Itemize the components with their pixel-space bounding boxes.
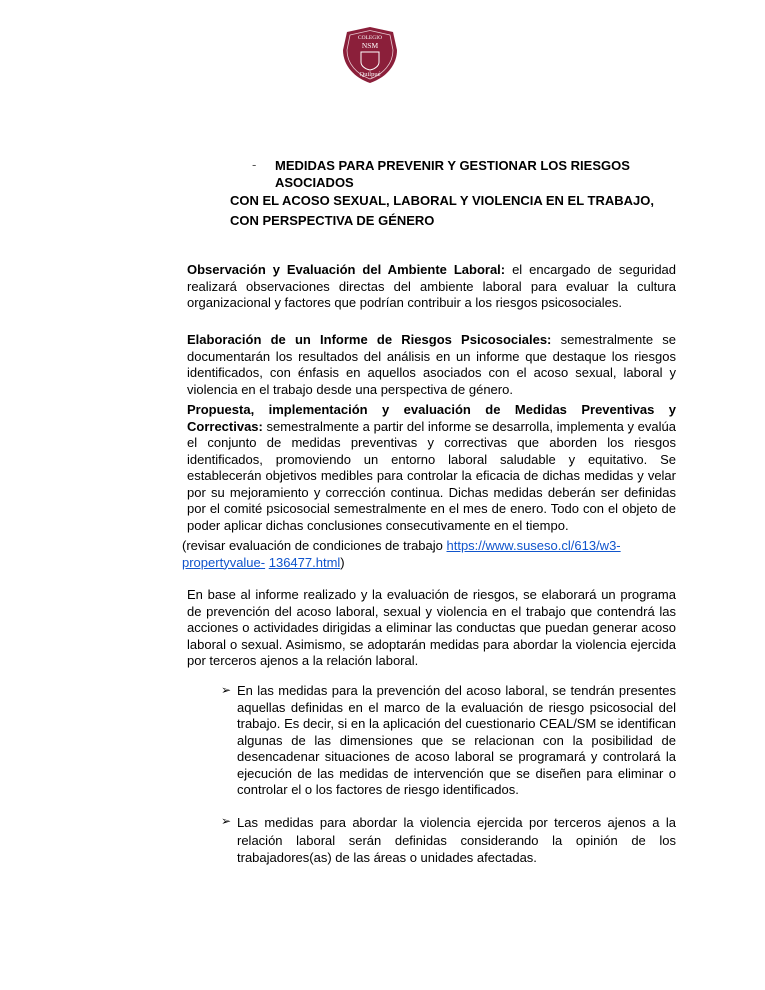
paragraph-body: el encargado de seguridad realizará observaciones directas del ambiente laboral para evaluar la cultura organizacional y factores que podrían contribuir a los riesgos psicosociales. <box>187 262 677 310</box>
paragraph-observation <box>187 262 676 312</box>
reference-link-continuation[interactable]: 136477.html <box>268 554 341 570</box>
reference-suffix: ) <box>340 554 345 570</box>
reference-prefix: (revisar evaluación de condiciones de trabajo <box>182 538 447 553</box>
svg-text:Quilpué: Quilpué <box>359 71 381 78</box>
bullet-item-prevention: En las medidas para la prevención del acoso laboral, se tendrán presentes aquellas definidas en el marco de la evaluación de riesgo psicosocial del trabajo. Es decir, si en la aplicación del cuestionario CEAL/SM se identifican algunas de las dimensiones que se relacionan con la posibilidad de desencadenar situaciones de acoso laboral se programará y controlará la ejecución de las medidas de intervención que se diseñen para eliminar o controlar el o los factores de riesgo identificados. <box>237 683 676 797</box>
bullet-item-third-party-violence: Las medidas para abordar la violencia ejercida por terceros ajenos a la relación laboral serán definidas considerando la opinión de los trabajadores(as) de las áreas o unidades afectadas. <box>237 815 676 865</box>
paragraph-summary: En base al informe realizado y la evaluación de riesgos, se elaborará un programa de prevención del acoso laboral, sexual y violencia en el trabajo que contendrá las acciones o actividades dirigidas a eliminar las conductas que puedan generar acoso laboral o sexual. Asimismo, se adoptarán medidas para abordar la violencia ejercida por terceros ajenos a la relación laboral. <box>187 587 676 668</box>
paragraph-bold-lead: Observación y Evaluación del Ambiente Laboral: <box>187 262 506 277</box>
shield-crest-icon <box>341 26 399 84</box>
heading-dash: - <box>252 157 257 172</box>
paragraph-body: semestralmente se documentarán los resultados del análisis en un informe que destaque los riesgos identificados, con énfasis en aquellos asociados con el acoso sexual, laboral y violencia en el trabajo desde una perspectiva de género. <box>187 332 676 397</box>
paragraph-measures <box>187 402 676 534</box>
paragraph-bold-lead: Propuesta, implementación y evaluación de Medidas Preventivas y Correctivas: <box>187 402 676 434</box>
paragraph-bold-lead: Elaboración de un Informe de Riesgos Psicosociales: <box>187 332 552 347</box>
svg-text:COLEGIO: COLEGIO <box>357 35 383 41</box>
paragraph-report <box>187 332 676 398</box>
heading-line-1: MEDIDAS PARA PREVENIR Y GESTIONAR LOS RIESGOS ASOCIADOS <box>275 158 630 190</box>
school-logo <box>341 26 399 84</box>
heading-line-3: CON PERSPECTIVA DE GÉNERO <box>230 213 435 228</box>
heading-line-2: CON EL ACOSO SEXUAL, LABORAL Y VIOLENCIA EN EL TRABAJO, <box>230 193 654 208</box>
reference-link[interactable]: https://www.suseso.cl/613/w3-propertyvalue- <box>182 538 621 570</box>
svg-text:NSM: NSM <box>361 41 379 50</box>
paragraph-body: semestralmente a partir del informe se desarrolla, implementa y evalúa el conjunto de medidas preventivas y correctivas que aborden los riesgos identificados, promoviendo un entorno laboral saludable y equitativo. Se establecerán objetivos medibles para controlar la eficacia de dichas medidas y velar por su mejoramiento y corrección continua. Dichas medidas deberán ser definidas por el comité psicosocial semestralmente en el mes de enero. Todo con el objeto de poder aplicar dichas conclusiones consecutivamente en el tiempo. <box>187 418 676 533</box>
arrow-bullet-icon: ➢ <box>221 683 232 697</box>
arrow-bullet-icon: ➢ <box>221 814 232 828</box>
reference-note <box>182 538 682 571</box>
